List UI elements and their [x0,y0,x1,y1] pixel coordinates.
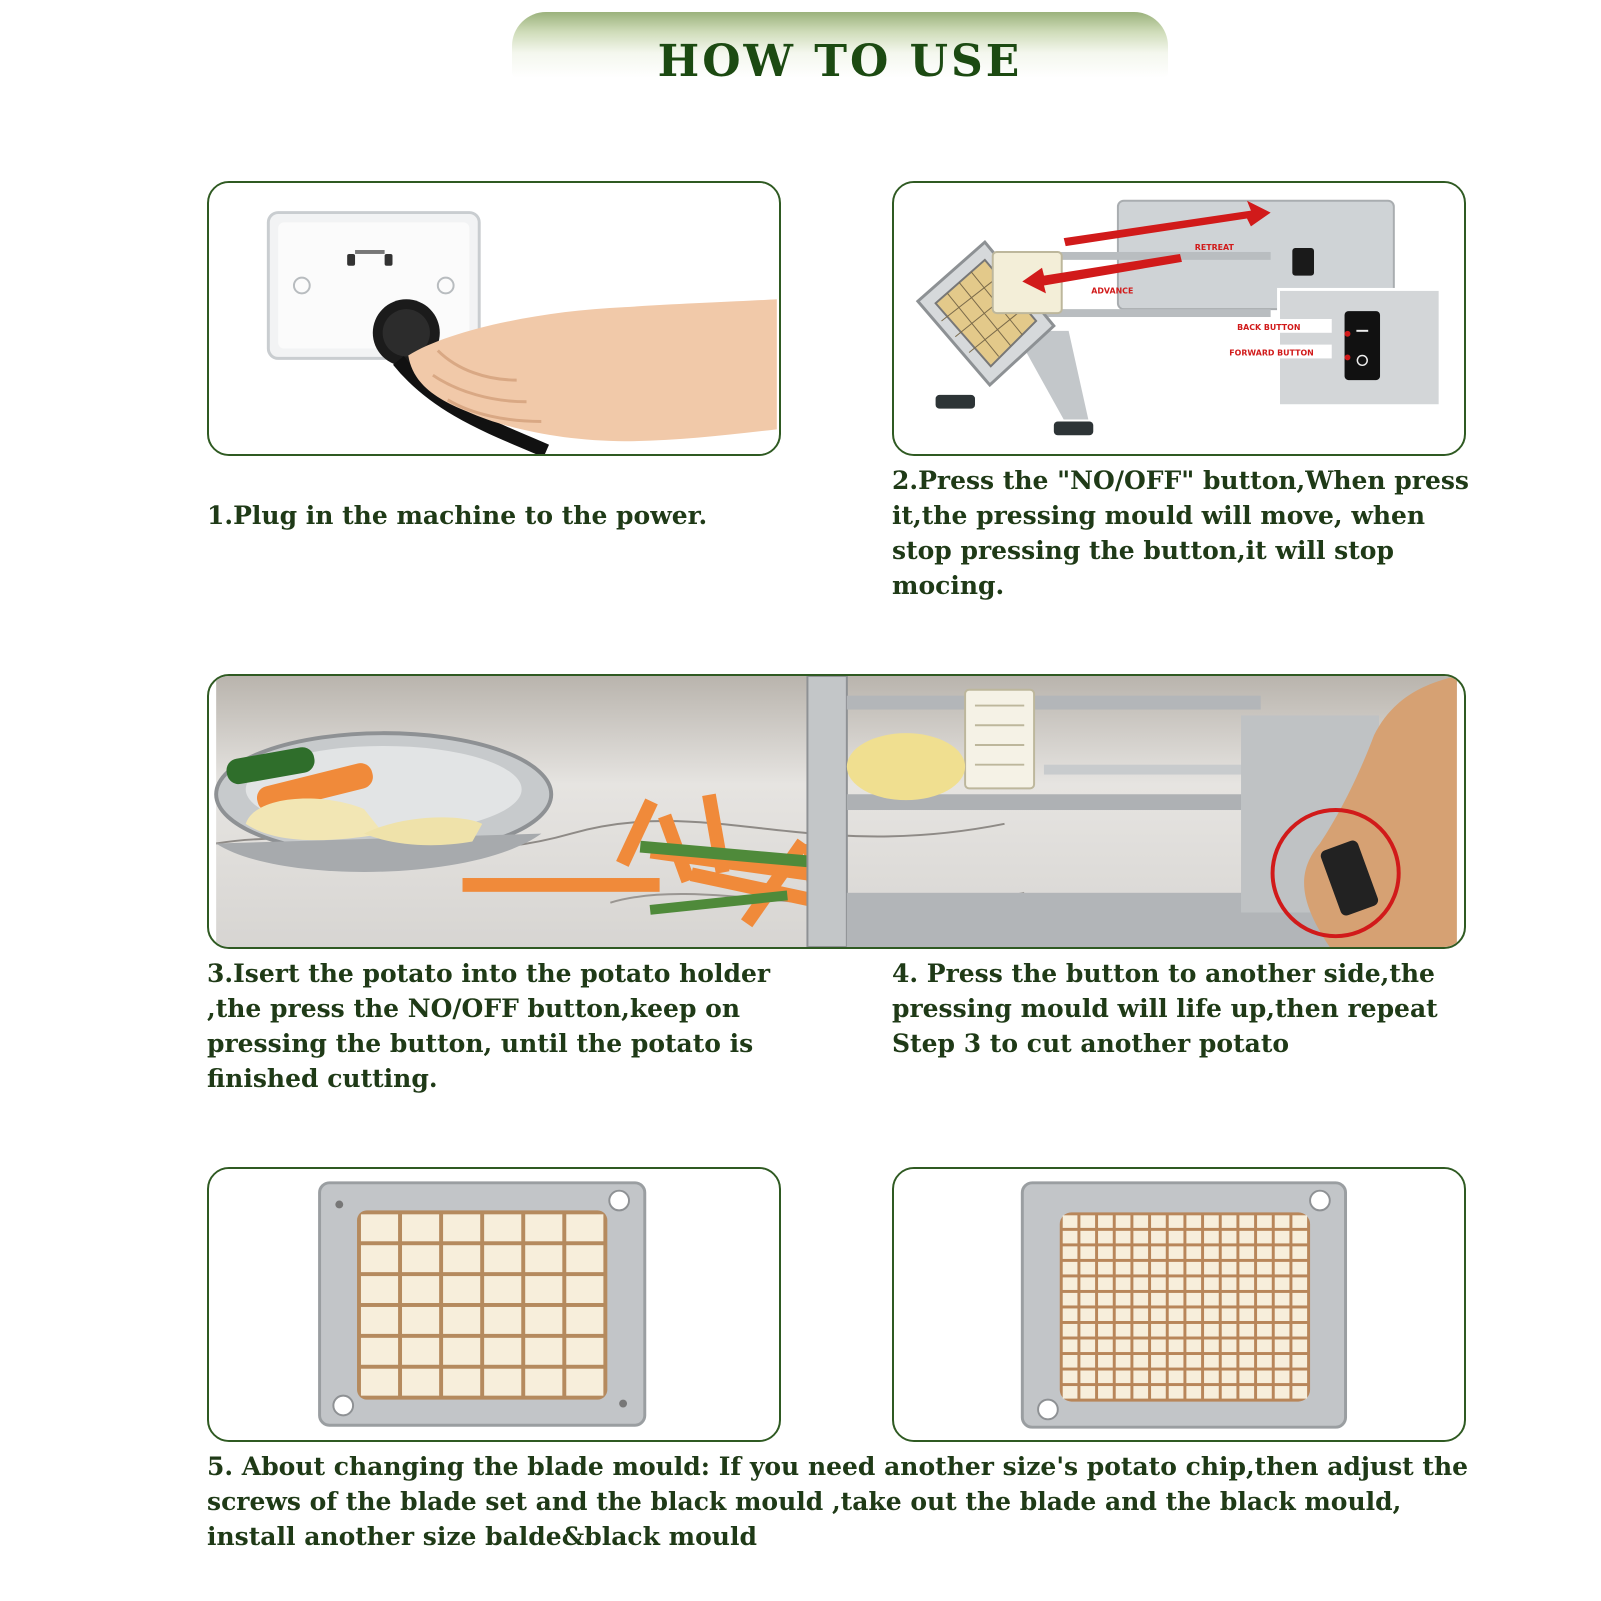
blade-cell [361,1307,398,1334]
blade-cell [1098,1339,1113,1352]
blade-cell [361,1276,398,1303]
blade-cell [1222,1371,1237,1384]
blade-cell [566,1214,603,1241]
blade-cell [1186,1246,1201,1259]
blade-cell [1169,1339,1184,1352]
blade-cell [1080,1339,1095,1352]
blade-cell [1257,1262,1272,1275]
blade-cell [484,1276,521,1303]
blade-cell [1098,1324,1113,1337]
blade-cell [1080,1324,1095,1337]
step-2-image [892,181,1466,456]
blade-cell [1257,1386,1272,1399]
blade-cell [1275,1231,1290,1244]
blade-cell [1239,1308,1254,1321]
step-2-caption: 2.Press the "NO/OFF" button,When press it,the pressing mould will move, when stop pressing the button,it will stop mocing. [892,466,1470,600]
blade-cell [1098,1262,1113,1275]
blade-cell [1080,1262,1095,1275]
blade-cell [1275,1246,1290,1259]
blade-cell [1116,1262,1131,1275]
blade-cell [1292,1386,1307,1399]
blade-cell [1239,1324,1254,1337]
blade-cell [1257,1355,1272,1368]
blade-cell [1275,1339,1290,1352]
step-1-image [207,181,781,456]
blade-mould-small-image [892,1167,1466,1442]
blade-cell [1204,1293,1219,1306]
blade-cell [1275,1371,1290,1384]
blade-cell [1204,1339,1219,1352]
blade-cell [1098,1386,1113,1399]
blade-cell [1239,1339,1254,1352]
blade-cell [1239,1246,1254,1259]
blade-cell [1186,1339,1201,1352]
blade-cell [1063,1246,1078,1259]
blade-cell [1151,1277,1166,1290]
blade-cell [1222,1277,1237,1290]
blade-cell [1151,1339,1166,1352]
blade-cell [525,1338,562,1365]
blade-cell [361,1338,398,1365]
blade-cell [484,1369,521,1396]
blade-cell [1275,1277,1290,1290]
blade-cell [402,1245,439,1272]
blade-cell [1151,1293,1166,1306]
blade-cell [402,1369,439,1396]
blade-cell [402,1276,439,1303]
blade-grid-large-illustration [209,1169,779,1440]
advance-label: ADVANCE [1091,286,1134,296]
blade-cell [1169,1231,1184,1244]
blade-cell [1098,1293,1113,1306]
blade-cell [1151,1371,1166,1384]
blade-cell [1292,1277,1307,1290]
blade-cell [1186,1215,1201,1228]
blade-cell [1222,1231,1237,1244]
blade-cell [443,1338,480,1365]
blade-cell [1222,1246,1237,1259]
step-1-caption: 1.Plug in the machine to the power. [207,501,708,530]
blade-cell [1186,1293,1201,1306]
blade-cell [1239,1355,1254,1368]
blade-cell [1292,1308,1307,1321]
blade-cell [1133,1308,1148,1321]
blade-cell [1204,1308,1219,1321]
blade-cell [361,1245,398,1272]
blade-cell [1257,1293,1272,1306]
blade-cell [566,1307,603,1334]
blade-cell [1275,1324,1290,1337]
blade-cell [1204,1355,1219,1368]
blade-cell [1275,1293,1290,1306]
blade-cell [1204,1371,1219,1384]
blade-cell [1151,1231,1166,1244]
blade-cell [1257,1324,1272,1337]
blade-cell [1292,1339,1307,1352]
blade-cell [1063,1277,1078,1290]
blade-cell [525,1369,562,1396]
blade-cell [1151,1308,1166,1321]
blade-cell [1080,1308,1095,1321]
blade-cell [566,1276,603,1303]
blade-cell [1080,1277,1095,1290]
blade-cell [1222,1308,1237,1321]
blade-cell [566,1369,603,1396]
blade-cell [1116,1246,1131,1259]
blade-cell [1151,1355,1166,1368]
blade-cell [1239,1231,1254,1244]
blade-cell [1257,1277,1272,1290]
blade-cell [1204,1231,1219,1244]
blade-cell [1186,1277,1201,1290]
blade-cell [1169,1308,1184,1321]
blade-cell [1133,1231,1148,1244]
blade-cell [1133,1324,1148,1337]
blade-cell [1257,1246,1272,1259]
blade-cell [1098,1215,1113,1228]
blade-cell [525,1276,562,1303]
blade-cell [1275,1262,1290,1275]
forward-button-label: FORWARD BUTTON [1229,348,1314,358]
blade-cell [1151,1215,1166,1228]
blade-cell [1080,1246,1095,1259]
retreat-label: RETREAT [1194,243,1234,253]
blade-cell [1169,1355,1184,1368]
blade-cell [1292,1355,1307,1368]
blade-cell [443,1245,480,1272]
blade-cell [1169,1262,1184,1275]
blade-cell [1116,1231,1131,1244]
blade-cell [1063,1262,1078,1275]
blade-cell [525,1245,562,1272]
blade-cell [1133,1371,1148,1384]
blade-cell [1292,1262,1307,1275]
blade-cell [1080,1231,1095,1244]
blade-cell [1169,1386,1184,1399]
blade-cell [1098,1371,1113,1384]
blade-cell [1257,1215,1272,1228]
blade-cell [1063,1215,1078,1228]
blade-cell [1063,1386,1078,1399]
blade-cell [1239,1371,1254,1384]
blade-cell [1098,1355,1113,1368]
blade-cell [1222,1386,1237,1399]
blade-cell [1222,1339,1237,1352]
blade-cell [1133,1293,1148,1306]
blade-cell [361,1369,398,1396]
blade-cell [1204,1246,1219,1259]
blade-mould-large-image [207,1167,781,1442]
step-4-caption: 4. Press the button to another side,the pressing mould will life up,then repeat Step 3 to cut another potato [892,959,1438,1058]
blade-cell [1063,1371,1078,1384]
blade-cell [361,1214,398,1241]
step-5-caption: 5. About changing the blade mould: If you need another size's potato chip,then adjust the screws of the blade set and the black mould ,take out the blade and the black mould, install another size balde&black mould [207,1452,1469,1551]
blade-cell [1063,1231,1078,1244]
blade-cell [1063,1308,1078,1321]
blade-cell [443,1307,480,1334]
step-3-4-image [207,674,1466,949]
blade-cell [1222,1293,1237,1306]
blade-cell [1186,1231,1201,1244]
blade-cell [1222,1324,1237,1337]
blade-cell [1292,1215,1307,1228]
blade-cell [402,1214,439,1241]
blade-cell [1116,1215,1131,1228]
blade-cell [443,1369,480,1396]
blade-cell [1292,1246,1307,1259]
blade-cell [484,1338,521,1365]
blade-cell [1186,1371,1201,1384]
header-banner [512,12,1168,87]
blade-cell [1133,1277,1148,1290]
blade-cell [1133,1355,1148,1368]
blade-cell [1151,1246,1166,1259]
blade-cell [1133,1215,1148,1228]
blade-cell [1063,1339,1078,1352]
blade-cell [1080,1355,1095,1368]
cutting-scene-illustration [209,676,1464,947]
blade-cell [1063,1355,1078,1368]
blade-cell [1116,1339,1131,1352]
blade-cell [1292,1231,1307,1244]
blade-cell [1098,1246,1113,1259]
blade-cell [1186,1355,1201,1368]
blade-cell [1257,1371,1272,1384]
blade-cell [1116,1355,1131,1368]
blade-cell [1257,1308,1272,1321]
blade-cell [1151,1262,1166,1275]
blade-cell [1275,1215,1290,1228]
blade-cell [443,1214,480,1241]
blade-cell [1098,1231,1113,1244]
blade-cell [1169,1324,1184,1337]
blade-cell [1275,1308,1290,1321]
blade-cell [1116,1293,1131,1306]
blade-cell [525,1214,562,1241]
blade-cell [1080,1293,1095,1306]
blade-cell [1204,1324,1219,1337]
blade-cell [1169,1277,1184,1290]
blade-cell [1080,1371,1095,1384]
blade-cell [1063,1293,1078,1306]
blade-cell [402,1307,439,1334]
blade-cell [1098,1277,1113,1290]
blade-cell [1133,1386,1148,1399]
blade-grid-small-illustration [894,1169,1464,1440]
blade-cell [1239,1386,1254,1399]
blade-cell [1292,1371,1307,1384]
blade-cell [1275,1355,1290,1368]
blade-cell [1186,1308,1201,1321]
blade-cell [1116,1386,1131,1399]
blade-cell [1151,1386,1166,1399]
blade-cell [443,1276,480,1303]
page-title: HOW TO USE [657,36,1023,87]
blade-cell [1080,1215,1095,1228]
blade-cell [1063,1324,1078,1337]
blade-cell [1204,1277,1219,1290]
blade-cell [1169,1215,1184,1228]
blade-cell [1098,1308,1113,1321]
blade-cell [484,1245,521,1272]
step-3-caption: 3.Isert the potato into the potato holder ,the press the NO/OFF button,keep on pressing the button, until the potato is finished cutting. [207,959,771,1093]
back-button-label: BACK BUTTON [1237,322,1301,332]
blade-cell [1169,1293,1184,1306]
blade-cell [566,1245,603,1272]
blade-cell [1257,1231,1272,1244]
blade-cell [1186,1324,1201,1337]
blade-cell [1292,1293,1307,1306]
blade-cell [1222,1215,1237,1228]
blade-cell [1239,1277,1254,1290]
blade-cell [525,1307,562,1334]
machine-buttons-illustration [894,183,1464,454]
blade-cell [1116,1308,1131,1321]
socket-plug-illustration [209,183,779,454]
blade-cell [1204,1215,1219,1228]
blade-cell [1239,1262,1254,1275]
blade-cell [1222,1262,1237,1275]
blade-cell [1222,1355,1237,1368]
blade-cell [1133,1262,1148,1275]
blade-cell [1186,1262,1201,1275]
blade-cell [1169,1371,1184,1384]
blade-cell [1204,1386,1219,1399]
blade-cell [1133,1339,1148,1352]
blade-cell [1169,1246,1184,1259]
blade-cell [566,1338,603,1365]
blade-cell [484,1307,521,1334]
blade-cell [1275,1386,1290,1399]
blade-cell [1239,1293,1254,1306]
blade-cell [1116,1324,1131,1337]
blade-cell [484,1214,521,1241]
blade-cell [1186,1386,1201,1399]
blade-cell [1239,1215,1254,1228]
blade-cell [1116,1371,1131,1384]
blade-cell [1116,1277,1131,1290]
blade-cell [1257,1339,1272,1352]
blade-cell [1151,1324,1166,1337]
blade-cell [1204,1262,1219,1275]
blade-cell [1292,1324,1307,1337]
blade-cell [1080,1386,1095,1399]
blade-cell [1133,1246,1148,1259]
blade-cell [402,1338,439,1365]
